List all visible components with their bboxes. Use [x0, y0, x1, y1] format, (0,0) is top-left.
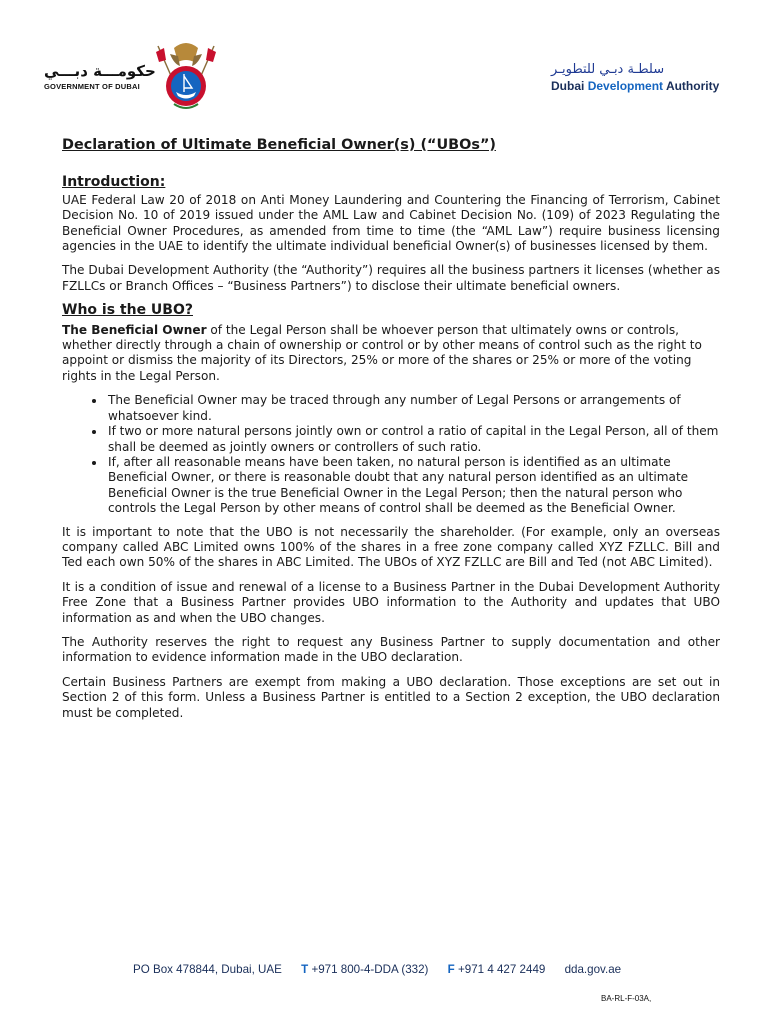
dda-english-name	[551, 79, 719, 93]
intro-paragraph-1: UAE Federal Law 20 of 2018 on Anti Money Laundering and Countering the Financing of Terrorism, Cabinet Decision No. 10 of 2019 issued under the AML Law and Cabinet Decision No. (109) of 2023 Regulating the Beneficial Owner Procedures, as amended from time to time (the “AML Law”) require business licensing agencies in the UAE to identify the ultimate individual beneficial Owner(s) of businesses licensed by them.	[62, 192, 720, 254]
footer-website-link[interactable]: dda.gov.ae	[564, 963, 622, 976]
ubo-definition-bold: The Beneficial Owner	[62, 322, 207, 337]
document-title: Declaration of Ultimate Beneficial Owner(s) (“UBOs”)	[62, 137, 496, 153]
ubo-definition-rest: of the Legal Person shall be whoever person that ultimately owns or controls, whether directly through a chain of ownership or control or by other means of control such as the right to appoint or dismiss the majority of its Directors, 25% or more of the shares or 25% or more of the voting rights in the Legal Person.	[62, 322, 702, 383]
condition-paragraph: It is a condition of issue and renewal of a license to a Business Partner in the Dubai Development Authority Free Zone that a Business Partner provides UBO information to the Authority and updates that UBO information as and when the UBO changes.	[62, 579, 720, 625]
dda-arabic-name: سلطـة دبـي للتطويـر	[551, 62, 665, 77]
list-item: • If two or more natural persons jointly own or control a ratio of capital in the Legal Person, all of them shall be deemed as jointly owners or controllers of such ratio.	[106, 424, 720, 455]
dda-word-dubai: Dubai	[551, 79, 585, 93]
footer-fax: +971 4 427 2449	[457, 963, 546, 976]
dda-word-authority: Authority	[665, 79, 720, 93]
ubo-heading: Who is the UBO?	[62, 302, 193, 319]
footer-contact	[133, 963, 621, 976]
gov-arabic-name: حكومـــة دبـــي	[44, 62, 156, 80]
intro-heading: Introduction:	[62, 174, 166, 191]
list-item: • The Beneficial Owner may be traced through any number of Legal Persons or arrangements of whatsoever kind.	[106, 393, 720, 424]
footer-phone: +971 800-4-DDA (332)	[311, 963, 429, 976]
document-reference: BA-RL-F-03A,	[601, 994, 652, 1003]
exempt-paragraph: Certain Business Partners are exempt from making a UBO declaration. Those exceptions are set out in Section 2 of this form. Unless a Business Partner is entitled to a Section 2 exception, the UBO declaration must be completed.	[62, 674, 720, 720]
dubai-emblem-icon	[150, 38, 222, 114]
footer-address: PO Box 478844, Dubai, UAE	[133, 963, 282, 976]
example-paragraph: It is important to note that the UBO is not necessarily the shareholder. (For example, only an overseas company called ABC Limited owns 100% of the shares in a free zone company called XYZ FZLLC. Bill and Ted each own 50% of the shares in ABC Limited. The UBOs of XYZ FZLLC are Bill and Ted (not ABC Limited).	[62, 524, 720, 570]
reserves-paragraph: The Authority reserves the right to request any Business Partner to supply documentation and other information to evidence information made in the UBO declaration.	[62, 634, 720, 665]
footer-fax-label: F	[447, 963, 455, 976]
list-item: • If, after all reasonable means have been taken, no natural person is identified as an ultimate Beneficial Owner, or there is reasonable doubt that any natural person identified as an ultimate Beneficial Owner is the true Beneficial Owner in the Legal Person; then the natural person who controls the Legal Person by other means of control shall be deemed as the Beneficial Owner.	[106, 455, 720, 517]
intro-paragraph-2: The Dubai Development Authority (the “Authority”) requires all the business partners it licenses (whether as FZLLCs or Branch Offices – “Business Partners”) to disclose their ultimate beneficial owners.	[62, 263, 720, 293]
gov-english-name: GOVERNMENT OF DUBAI	[44, 82, 140, 91]
ubo-bullet-list	[62, 393, 720, 516]
dda-word-development: Development	[587, 79, 664, 93]
footer-phone-label: T	[301, 963, 309, 976]
ubo-definition-paragraph	[62, 323, 720, 385]
document-body	[62, 138, 720, 730]
